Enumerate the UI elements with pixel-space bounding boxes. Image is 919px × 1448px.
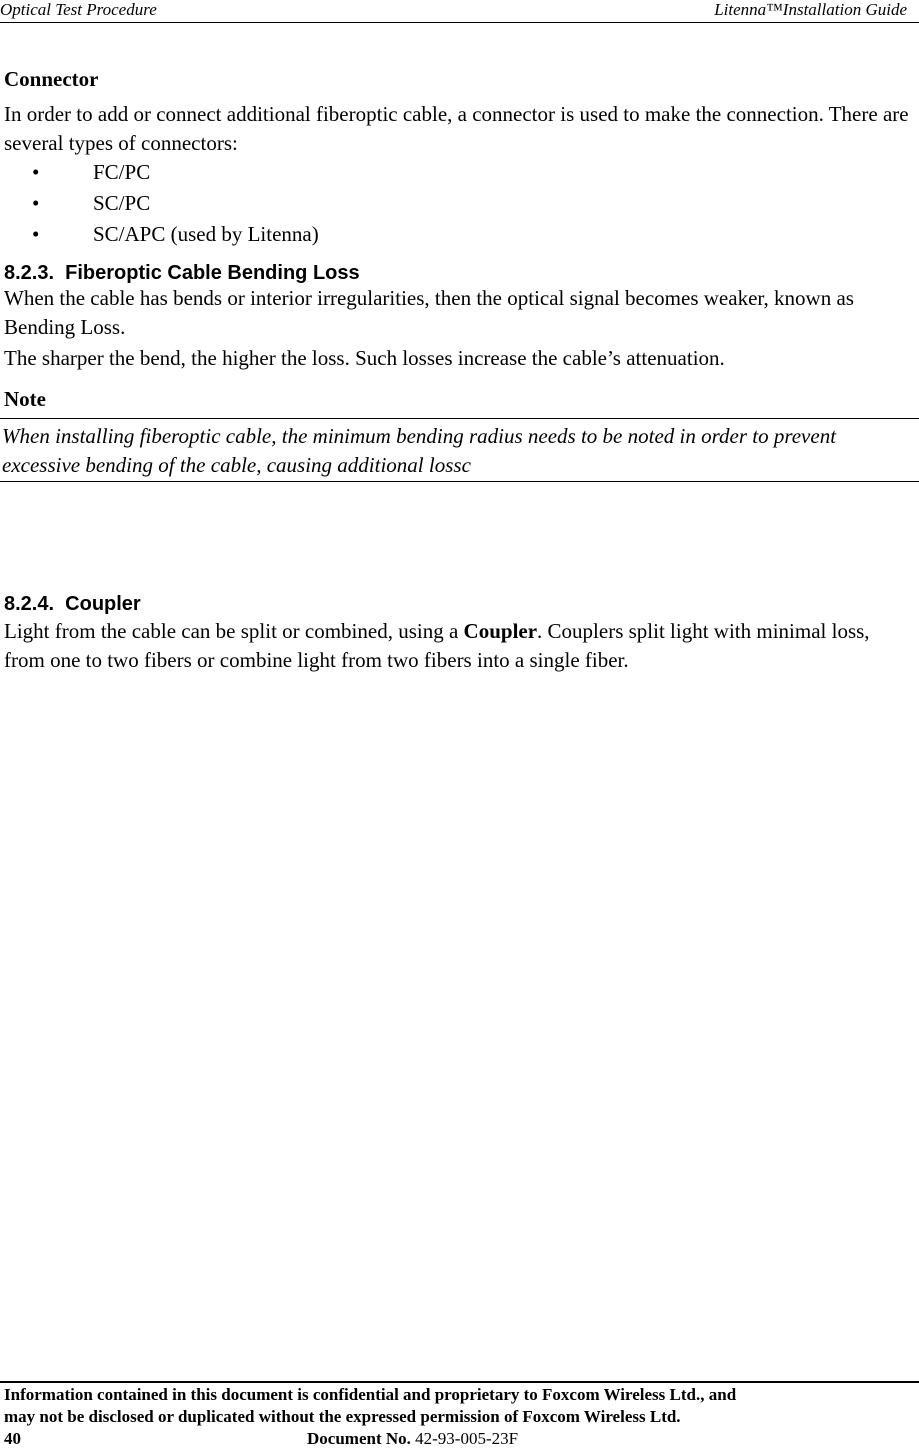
connector-type-label: SC/APC (used by Litenna) <box>93 222 319 246</box>
coupler-text-end: . Couplers split light with minimal loss, from one to two fibers or combine light from two fibers into a single fiber. <box>4 619 870 672</box>
page-number: 40 <box>4 1429 21 1448</box>
coupler-paragraph <box>4 617 909 675</box>
page-header <box>0 0 919 23</box>
connector-type-item <box>58 191 150 215</box>
header-section-title: Optical Test Procedure <box>0 0 157 19</box>
footer-notice-line-1: Information contained in this document is confidential and proprietary to Foxcom Wireless Ltd., and <box>4 1385 737 1404</box>
connector-heading: Connector <box>4 67 99 91</box>
connector-type-label: SC/PC <box>93 191 151 215</box>
connector-type-item <box>58 222 319 246</box>
note-label: Note <box>4 387 46 411</box>
bending-loss-para-2: The sharper the bend, the higher the loss. Such losses increase the cable’s attenuation. <box>4 346 725 370</box>
coupler-text-start: Light from the cable can be split or combined, using a <box>4 619 464 643</box>
connector-intro: In order to add or connect additional fiberoptic cable, a connector is used to make the connection. There are several types of connectors: <box>4 102 909 155</box>
document-number <box>307 1430 518 1448</box>
header-guide-title: Litenna™Installation Guide <box>714 0 907 19</box>
footer-rule <box>0 1381 919 1383</box>
coupler-heading: 8.2.4. Coupler <box>4 593 141 615</box>
footer-notice-line-2: may not be disclosed or duplicated without the expressed permission of Foxcom Wireless Ltd. <box>4 1407 681 1426</box>
document-number-label: Document No. <box>307 1429 411 1448</box>
note-bottom-rule <box>0 481 919 482</box>
document-number-value: 42-93-005-23F <box>415 1429 519 1448</box>
note-text: When installing fiberoptic cable, the minimum bending radius needs to be noted in order to prevent excessive bending of the cable, causing additional lossc <box>2 424 837 477</box>
note-top-rule <box>0 418 919 419</box>
connector-type-label: FC/PC <box>93 160 151 184</box>
connector-type-item <box>58 160 150 184</box>
bending-loss-heading: 8.2.3. Fiberoptic Cable Bending Loss <box>4 262 360 284</box>
bending-loss-para-1: When the cable has bends or interior irregularities, then the optical signal becomes weaker, known as Bending Loss. <box>4 286 854 339</box>
coupler-term: Coupler <box>463 619 538 643</box>
